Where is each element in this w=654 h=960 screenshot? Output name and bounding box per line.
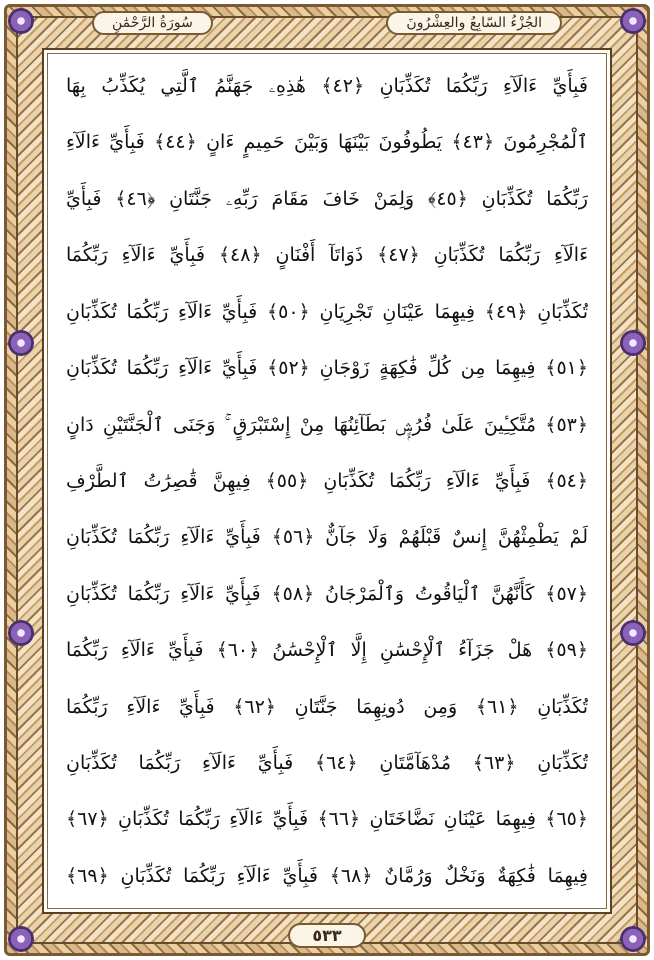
flower-ornament-icon	[8, 620, 34, 646]
text-line: ﴿٥٤﴾ فَبِأَيِّ ءَالَآءِ رَبِّكُمَا تُكَذِّبَانِ ﴿٥٥﴾ فِيهِنَّ قَٰصِرَٰتُ ٱلطَّرْفِ	[66, 469, 588, 492]
text-line: ﴿٥٩﴾ هَلْ جَزَآءُ ٱلْإِحْسَٰنِ إِلَّا ٱلْإِحْسَٰنُ ﴿٦٠﴾ فَبِأَيِّ ءَالَآءِ رَبِّكُمَا	[66, 639, 588, 662]
verse-text-panel	[42, 48, 612, 914]
page-footer	[0, 920, 654, 950]
text-line: رَبِّكُمَا تُكَذِّبَانِ ﴿٤٥﴾ وَلِمَنْ خَافَ مَقَامَ رَبِّهِۦ جَنَّتَانِ ﴿٤٦﴾ فَبِأَيِّ	[66, 187, 588, 210]
text-line: فِيهِمَا فَٰكِهَةٌ وَنَخْلٌ وَرُمَّانٌ ﴿٦٨﴾ فَبِأَيِّ ءَالَآءِ رَبِّكُمَا تُكَذِّبَانِ ﴿٦٩﴾	[66, 864, 588, 887]
surah-title: سُورَةُ الرَّحْمَٰنِ	[92, 11, 213, 35]
flower-ornament-icon	[620, 330, 646, 356]
text-line: تُكَذِّبَانِ ﴿٦٣﴾ مُدْهَآمَّتَانِ ﴿٦٤﴾ فَبِأَيِّ ءَالَآءِ رَبِّكُمَا تُكَذِّبَانِ	[66, 752, 588, 775]
text-line: تُكَذِّبَانِ ﴿٤٩﴾ فِيهِمَا عَيْنَانِ تَجْرِيَانِ ﴿٥٠﴾ فَبِأَيِّ ءَالَآءِ رَبِّكُمَا تُكَذِّبَانِ	[66, 300, 588, 323]
text-line: ﴿٦٥﴾ فِيهِمَا عَيْنَانِ نَضَّاخَتَانِ ﴿٦٦﴾ فَبِأَيِّ ءَالَآءِ رَبِّكُمَا تُكَذِّبَانِ ﴿٦٧﴾	[66, 808, 588, 831]
flower-ornament-icon	[8, 330, 34, 356]
page-header	[22, 8, 632, 38]
text-line: ﴿٥٧﴾ كَأَنَّهُنَّ ٱلْيَاقُوتُ وَٱلْمَرْجَانُ ﴿٥٨﴾ فَبِأَيِّ ءَالَآءِ رَبِّكُمَا تُكَذِّبَانِ	[66, 582, 588, 605]
text-line: ٱلْمُجْرِمُونَ ﴿٤٣﴾ يَطُوفُونَ بَيْنَهَا وَبَيْنَ حَمِيمٍ ءَانٍ ﴿٤٤﴾ فَبِأَيِّ ءَالَآءِ	[66, 131, 588, 154]
text-line: تُكَذِّبَانِ ﴿٦١﴾ وَمِن دُونِهِمَا جَنَّتَانِ ﴿٦٢﴾ فَبِأَيِّ ءَالَآءِ رَبِّكُمَا	[66, 695, 588, 718]
page-number: ٥٣٣	[288, 923, 365, 948]
text-line: لَمْ يَطْمِثْهُنَّ إِنسٌ قَبْلَهُمْ وَلَا جَآنٌّ ﴿٥٦﴾ فَبِأَيِّ ءَالَآءِ رَبِّكُمَا تُكَذِّبَانِ	[66, 526, 588, 549]
flower-ornament-icon	[620, 620, 646, 646]
text-line: ﴿٥٣﴾ مُتَّكِـِٔينَ عَلَىٰ فُرُشٍۭ بَطَآئِنُهَا مِنْ إِسْتَبْرَقٍ ۚ وَجَنَى ٱلْجَنَّتَيْنِ دَانٍ	[66, 413, 588, 436]
text-line: ﴿٥١﴾ فِيهِمَا مِن كُلِّ فَٰكِهَةٍ زَوْجَانِ ﴿٥٢﴾ فَبِأَيِّ ءَالَآءِ رَبِّكُمَا تُكَذِّبَانِ	[66, 357, 588, 380]
juz-title: الجُزْءُ السّابِعُ والعِشْرُونَ	[386, 11, 562, 35]
text-line: فَبِأَيِّ ءَالَآءِ رَبِّكُمَا تُكَذِّبَانِ ﴿٤٢﴾ هَٰذِهِۦ جَهَنَّمُ ٱلَّتِي يُكَذِّبُ بِهَا	[66, 75, 588, 97]
text-line: ءَالَآءِ رَبِّكُمَا تُكَذِّبَانِ ﴿٤٧﴾ ذَوَاتَآ أَفْنَانٍ ﴿٤٨﴾ فَبِأَيِّ ءَالَآءِ رَبِّكُمَا	[66, 244, 588, 267]
